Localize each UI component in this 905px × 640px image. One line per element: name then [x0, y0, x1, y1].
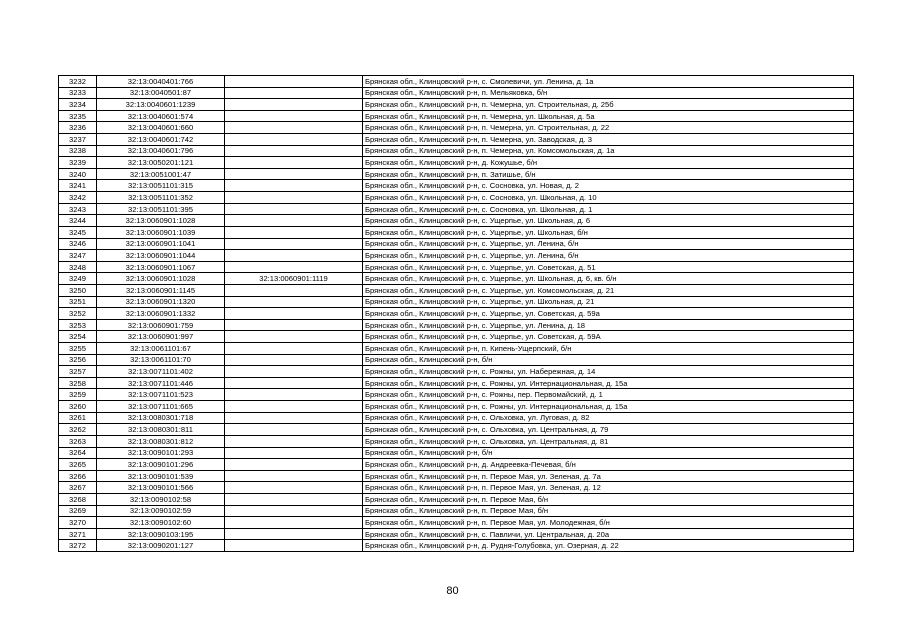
address-cell: Брянская обл., Клинцовский р-н, с. Павличи, ул. Центральная, д. 20а [363, 528, 854, 540]
cadastral-number-cell: 32:13:0040601:742 [97, 134, 225, 146]
secondary-cadastral-number-cell [225, 110, 363, 122]
secondary-cadastral-number-cell [225, 215, 363, 227]
address-cell: Брянская обл., Клинцовский р-н, п. Кипень-Ущерпский, б/н [363, 343, 854, 355]
secondary-cadastral-number-cell [225, 389, 363, 401]
address-cell: Брянская обл., Клинцовский р-н, с. Ущерпье, ул. Советская, д. 51 [363, 261, 854, 273]
cadastral-number-cell: 32:13:0040401:766 [97, 76, 225, 88]
address-cell: Брянская обл., Клинцовский р-н, с. Ущерпье, ул. Комсомольская, д. 21 [363, 284, 854, 296]
table-row [59, 157, 854, 169]
row-number-cell: 3269 [59, 505, 97, 517]
secondary-cadastral-number-cell [225, 517, 363, 529]
cadastral-number-cell: 32:13:0051101:352 [97, 192, 225, 204]
cadastral-number-cell: 32:13:0090102:58 [97, 493, 225, 505]
cadastral-number-cell: 32:13:0090101:293 [97, 447, 225, 459]
secondary-cadastral-number-cell [225, 134, 363, 146]
table-row [59, 493, 854, 505]
address-cell: Брянская обл., Клинцовский р-н, п. Чемерна, ул. Строительная, д. 22 [363, 122, 854, 134]
address-cell: Брянская обл., Клинцовский р-н, д. Рудня-Голубовка, ул. Озерная, д. 22 [363, 540, 854, 552]
cadastral-number-cell: 32:13:0040601:574 [97, 110, 225, 122]
table-row [59, 296, 854, 308]
address-cell: Брянская обл., Клинцовский р-н, с. Ущерпье, ул. Ленина, б/н [363, 238, 854, 250]
cadastral-number-cell: 32:13:0060901:1028 [97, 215, 225, 227]
table-row [59, 540, 854, 552]
cadastral-number-cell: 32:13:0061101:70 [97, 354, 225, 366]
cadastral-number-cell: 32:13:0090101:566 [97, 482, 225, 494]
cadastral-number-cell: 32:13:0090102:60 [97, 517, 225, 529]
secondary-cadastral-number-cell [225, 180, 363, 192]
row-number-cell: 3267 [59, 482, 97, 494]
cadastral-number-cell: 32:13:0060901:1028 [97, 273, 225, 285]
row-number-cell: 3265 [59, 459, 97, 471]
address-cell: Брянская обл., Клинцовский р-н, п. Затишье, б/н [363, 168, 854, 180]
table-row [59, 192, 854, 204]
table-row [59, 122, 854, 134]
cadastral-number-cell: 32:13:0060901:1039 [97, 226, 225, 238]
secondary-cadastral-number-cell [225, 145, 363, 157]
table-row [59, 482, 854, 494]
address-cell: Брянская обл., Клинцовский р-н, п. Мельяковка, б/н [363, 87, 854, 99]
address-cell: Брянская обл., Клинцовский р-н, б/н [363, 354, 854, 366]
address-cell: Брянская обл., Клинцовский р-н, с. Сосновка, ул. Школьная, д. 1 [363, 203, 854, 215]
address-cell: Брянская обл., Клинцовский р-н, с. Сосновка, ул. Новая, д. 2 [363, 180, 854, 192]
row-number-cell: 3256 [59, 354, 97, 366]
cadastral-number-cell: 32:13:0040501:87 [97, 87, 225, 99]
address-cell: Брянская обл., Клинцовский р-н, с. Рожны, ул. Интернациональная, д. 15а [363, 377, 854, 389]
cadastral-number-cell: 32:13:0060901:759 [97, 319, 225, 331]
cadastral-number-cell: 32:13:0040601:1239 [97, 99, 225, 111]
row-number-cell: 3248 [59, 261, 97, 273]
table-row [59, 377, 854, 389]
cadastral-number-cell: 32:13:0051001:47 [97, 168, 225, 180]
table-body [59, 76, 854, 552]
secondary-cadastral-number-cell [225, 354, 363, 366]
row-number-cell: 3271 [59, 528, 97, 540]
row-number-cell: 3244 [59, 215, 97, 227]
secondary-cadastral-number-cell [225, 447, 363, 459]
address-cell: Брянская обл., Клинцовский р-н, п. Чемерна, ул. Комсомольская, д. 1а [363, 145, 854, 157]
cadastral-number-cell: 32:13:0060901:1320 [97, 296, 225, 308]
secondary-cadastral-number-cell [225, 226, 363, 238]
table-row [59, 517, 854, 529]
secondary-cadastral-number-cell [225, 401, 363, 413]
table-row [59, 145, 854, 157]
row-number-cell: 3245 [59, 226, 97, 238]
table-row [59, 261, 854, 273]
secondary-cadastral-number-cell [225, 87, 363, 99]
cadastral-number-cell: 32:13:0071101:523 [97, 389, 225, 401]
address-cell: Брянская обл., Клинцовский р-н, п. Первое Мая, б/н [363, 493, 854, 505]
table-row [59, 226, 854, 238]
row-number-cell: 3262 [59, 424, 97, 436]
table-row [59, 76, 854, 88]
cadastral-number-cell: 32:13:0071101:665 [97, 401, 225, 413]
cadastral-number-cell: 32:13:0040601:660 [97, 122, 225, 134]
table-row [59, 412, 854, 424]
address-cell: Брянская обл., Клинцовский р-н, с. Сосновка, ул. Школьная, д. 10 [363, 192, 854, 204]
address-cell: Брянская обл., Клинцовский р-н, с. Ущерпье, ул. Советская, д. 59А [363, 331, 854, 343]
secondary-cadastral-number-cell [225, 319, 363, 331]
row-number-cell: 3246 [59, 238, 97, 250]
row-number-cell: 3235 [59, 110, 97, 122]
table-row [59, 273, 854, 285]
row-number-cell: 3266 [59, 470, 97, 482]
address-cell: Брянская обл., Клинцовский р-н, д. Андреевка-Печевая, б/н [363, 459, 854, 471]
row-number-cell: 3239 [59, 157, 97, 169]
table-row [59, 87, 854, 99]
cadastral-number-cell: 32:13:0080301:812 [97, 435, 225, 447]
table-row [59, 203, 854, 215]
address-cell: Брянская обл., Клинцовский р-н, с. Ольховка, ул. Луговая, д. 82 [363, 412, 854, 424]
secondary-cadastral-number-cell [225, 493, 363, 505]
cadastral-number-cell: 32:13:0060901:997 [97, 331, 225, 343]
address-cell: Брянская обл., Клинцовский р-н, с. Ущерпье, ул. Школьная, д. 21 [363, 296, 854, 308]
row-number-cell: 3234 [59, 99, 97, 111]
secondary-cadastral-number-cell [225, 238, 363, 250]
secondary-cadastral-number-cell [225, 308, 363, 320]
secondary-cadastral-number-cell [225, 435, 363, 447]
cadastral-number-cell: 32:13:0060901:1145 [97, 284, 225, 296]
cadastral-number-cell: 32:13:0090101:539 [97, 470, 225, 482]
table-row [59, 354, 854, 366]
cadastral-number-cell: 32:13:0090103:195 [97, 528, 225, 540]
table-row [59, 447, 854, 459]
secondary-cadastral-number-cell [225, 343, 363, 355]
secondary-cadastral-number-cell [225, 168, 363, 180]
address-cell: Брянская обл., Клинцовский р-н, с. Смолевичи, ул. Ленина, д. 1а [363, 76, 854, 88]
table-row [59, 180, 854, 192]
row-number-cell: 3254 [59, 331, 97, 343]
address-cell: Брянская обл., Клинцовский р-н, с. Ущерпье, ул. Ленина, д. 18 [363, 319, 854, 331]
secondary-cadastral-number-cell [225, 470, 363, 482]
secondary-cadastral-number-cell [225, 331, 363, 343]
row-number-cell: 3233 [59, 87, 97, 99]
cadastral-number-cell: 32:13:0071101:402 [97, 366, 225, 378]
secondary-cadastral-number-cell [225, 366, 363, 378]
table-row [59, 470, 854, 482]
address-cell: Брянская обл., Клинцовский р-н, с. Ольховка, ул. Центральная, д. 81 [363, 435, 854, 447]
cadastral-number-cell: 32:13:0090201:127 [97, 540, 225, 552]
table-row [59, 168, 854, 180]
cadastral-number-cell: 32:13:0050201:121 [97, 157, 225, 169]
secondary-cadastral-number-cell [225, 284, 363, 296]
row-number-cell: 3236 [59, 122, 97, 134]
row-number-cell: 3251 [59, 296, 97, 308]
row-number-cell: 3247 [59, 250, 97, 262]
row-number-cell: 3237 [59, 134, 97, 146]
secondary-cadastral-number-cell [225, 296, 363, 308]
address-cell: Брянская обл., Клинцовский р-н, с. Ущерпье, ул. Ленина, б/н [363, 250, 854, 262]
secondary-cadastral-number-cell [225, 540, 363, 552]
row-number-cell: 3240 [59, 168, 97, 180]
table-row [59, 99, 854, 111]
property-registry-table [58, 75, 854, 552]
cadastral-number-cell: 32:13:0071101:446 [97, 377, 225, 389]
table-row [59, 215, 854, 227]
secondary-cadastral-number-cell [225, 424, 363, 436]
secondary-cadastral-number-cell [225, 459, 363, 471]
secondary-cadastral-number-cell [225, 377, 363, 389]
row-number-cell: 3260 [59, 401, 97, 413]
address-cell: Брянская обл., Клинцовский р-н, п. Первое Мая, ул. Зеленая, д. 12 [363, 482, 854, 494]
table-row [59, 401, 854, 413]
secondary-cadastral-number-cell [225, 261, 363, 273]
table-row [59, 528, 854, 540]
row-number-cell: 3253 [59, 319, 97, 331]
address-cell: Брянская обл., Клинцовский р-н, п. Чемерна, ул. Школьная, д. 5а [363, 110, 854, 122]
address-cell: Брянская обл., Клинцовский р-н, п. Первое Мая, б/н [363, 505, 854, 517]
address-cell: Брянская обл., Клинцовский р-н, д. Кожушье, б/н [363, 157, 854, 169]
row-number-cell: 3242 [59, 192, 97, 204]
cadastral-number-cell: 32:13:0090102:59 [97, 505, 225, 517]
cadastral-number-cell: 32:13:0060901:1044 [97, 250, 225, 262]
address-cell: Брянская обл., Клинцовский р-н, б/н [363, 447, 854, 459]
page-number: 80 [446, 585, 459, 597]
secondary-cadastral-number-cell [225, 157, 363, 169]
table-row [59, 134, 854, 146]
cadastral-number-cell: 32:13:0060901:1332 [97, 308, 225, 320]
table-row [59, 284, 854, 296]
table-row [59, 366, 854, 378]
table-row [59, 308, 854, 320]
address-cell: Брянская обл., Клинцовский р-н, с. Рожны, ул. Набережная, д. 14 [363, 366, 854, 378]
secondary-cadastral-number-cell [225, 192, 363, 204]
address-cell: Брянская обл., Клинцовский р-н, с. Ущерпье, ул. Школьная, б/н [363, 226, 854, 238]
table-row [59, 343, 854, 355]
address-cell: Брянская обл., Клинцовский р-н, п. Первое Мая, ул. Зеленая, д. 7а [363, 470, 854, 482]
secondary-cadastral-number-cell [225, 250, 363, 262]
row-number-cell: 3272 [59, 540, 97, 552]
address-cell: Брянская обл., Клинцовский р-н, п. Первое Мая, ул. Молодежная, б/н [363, 517, 854, 529]
row-number-cell: 3232 [59, 76, 97, 88]
row-number-cell: 3243 [59, 203, 97, 215]
row-number-cell: 3263 [59, 435, 97, 447]
table-row [59, 110, 854, 122]
row-number-cell: 3259 [59, 389, 97, 401]
secondary-cadastral-number-cell [225, 482, 363, 494]
address-cell: Брянская обл., Клинцовский р-н, с. Ольховка, ул. Центральная, д. 79 [363, 424, 854, 436]
table-row [59, 319, 854, 331]
secondary-cadastral-number-cell: 32:13:0060901:1119 [225, 273, 363, 285]
row-number-cell: 3241 [59, 180, 97, 192]
table-row [59, 250, 854, 262]
address-cell: Брянская обл., Клинцовский р-н, с. Рожны, пер. Первомайский, д. 1 [363, 389, 854, 401]
row-number-cell: 3264 [59, 447, 97, 459]
secondary-cadastral-number-cell [225, 76, 363, 88]
secondary-cadastral-number-cell [225, 505, 363, 517]
table-row [59, 424, 854, 436]
address-cell: Брянская обл., Клинцовский р-н, п. Чемерна, ул. Заводская, д. 3 [363, 134, 854, 146]
row-number-cell: 3250 [59, 284, 97, 296]
address-cell: Брянская обл., Клинцовский р-н, с. Рожны, ул. Интернациональная, д. 15а [363, 401, 854, 413]
row-number-cell: 3238 [59, 145, 97, 157]
secondary-cadastral-number-cell [225, 203, 363, 215]
row-number-cell: 3258 [59, 377, 97, 389]
table-row [59, 331, 854, 343]
cadastral-number-cell: 32:13:0060901:1041 [97, 238, 225, 250]
cadastral-number-cell: 32:13:0090101:296 [97, 459, 225, 471]
cadastral-number-cell: 32:13:0080301:811 [97, 424, 225, 436]
secondary-cadastral-number-cell [225, 528, 363, 540]
address-cell: Брянская обл., Клинцовский р-н, с. Ущерпье, ул. Советская, д. 59а [363, 308, 854, 320]
table-row [59, 435, 854, 447]
cadastral-number-cell: 32:13:0051101:315 [97, 180, 225, 192]
secondary-cadastral-number-cell [225, 99, 363, 111]
cadastral-number-cell: 32:13:0051101:395 [97, 203, 225, 215]
address-cell: Брянская обл., Клинцовский р-н, с. Ущерпье, ул. Школьная, д. 6, кв. б/н [363, 273, 854, 285]
address-cell: Брянская обл., Клинцовский р-н, п. Чемерна, ул. Строительная, д. 25б [363, 99, 854, 111]
table-row [59, 459, 854, 471]
row-number-cell: 3270 [59, 517, 97, 529]
table-row [59, 505, 854, 517]
cadastral-number-cell: 32:13:0061101:67 [97, 343, 225, 355]
cadastral-number-cell: 32:13:0040601:796 [97, 145, 225, 157]
cadastral-number-cell: 32:13:0060901:1067 [97, 261, 225, 273]
row-number-cell: 3257 [59, 366, 97, 378]
table-row [59, 238, 854, 250]
secondary-cadastral-number-cell [225, 122, 363, 134]
row-number-cell: 3249 [59, 273, 97, 285]
address-cell: Брянская обл., Клинцовский р-н, с. Ущерпье, ул. Школьная, д. 6 [363, 215, 854, 227]
row-number-cell: 3261 [59, 412, 97, 424]
secondary-cadastral-number-cell [225, 412, 363, 424]
table-row [59, 389, 854, 401]
row-number-cell: 3268 [59, 493, 97, 505]
row-number-cell: 3255 [59, 343, 97, 355]
row-number-cell: 3252 [59, 308, 97, 320]
cadastral-number-cell: 32:13:0080301:718 [97, 412, 225, 424]
